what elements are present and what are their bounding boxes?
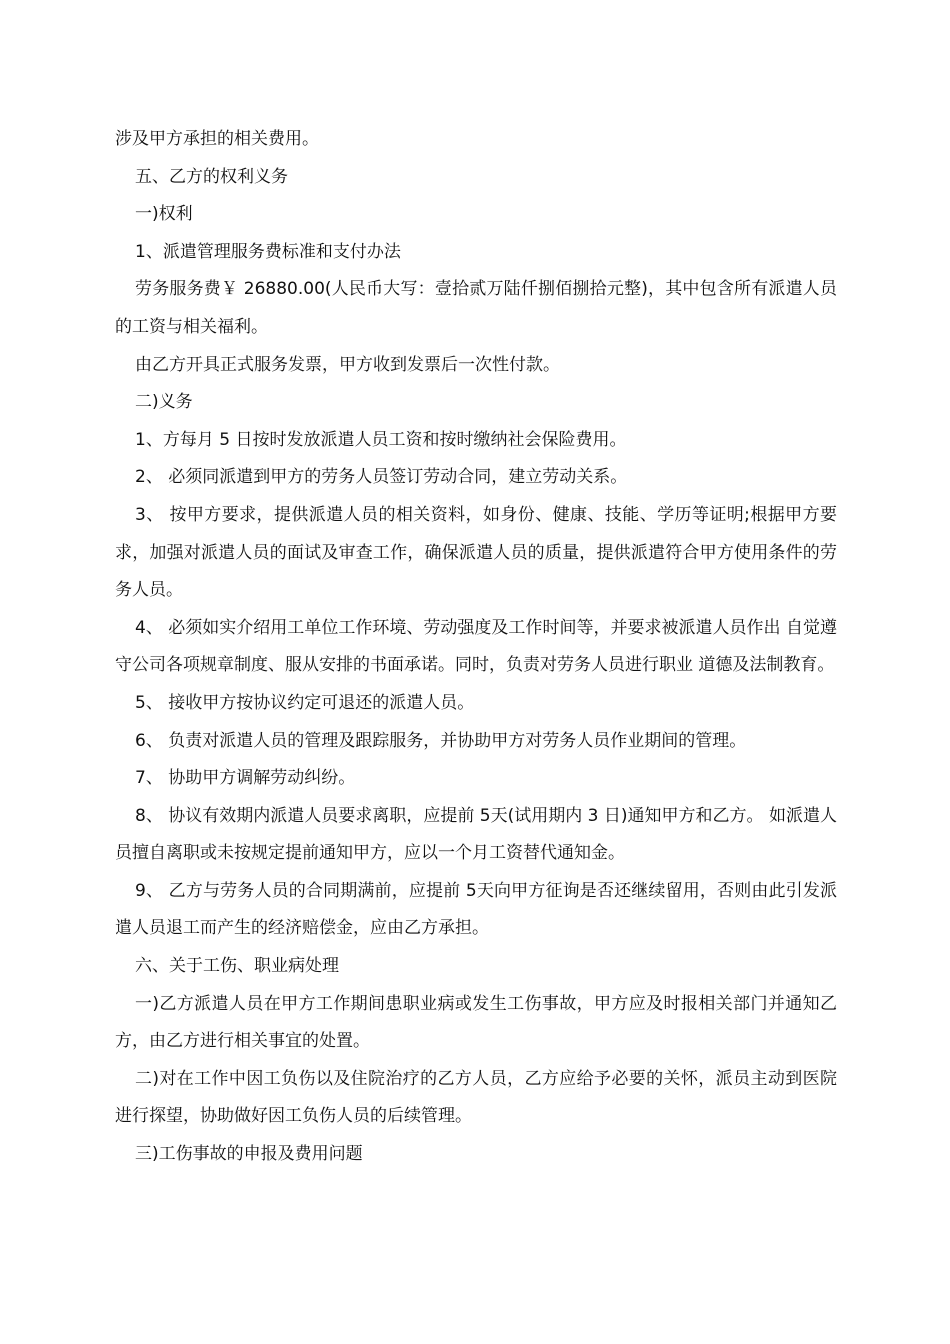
paragraph-14: 8、 协议有效期内派遣人员要求离职，应提前 5天(试用期内 3 日)通知甲方和乙方。 如派遣人员擅自离职或未按规定提前通知甲方，应以一个月工资替代通知金。: [115, 805, 837, 864]
paragraph-8: 2、 必须同派遣到甲方的劳务人员签订劳动合同，建立劳动关系。: [135, 467, 628, 488]
paragraph-7: 1、方每月 5 日按时发放派遣人员工资和按时缴纳社会保险费用。: [135, 429, 627, 450]
paragraph-10: 4、 必须如实介绍用工单位工作环境、劳动强度及工作时间等，并要求被派遣人员作出 自觉遵守公司各项规章制度、服从安排的书面承诺。同时，负责对劳务人员进行职业 道德及法制教育。: [115, 617, 837, 676]
paragraph-9: 3、 按甲方要求，提供派遣人员的相关资料，如身份、健康、技能、学历等证明;根据甲方要求，加强对派遣人员的面试及审查工作，确保派遣人员的质量，提供派遣符合甲方使用条件的劳务人员。: [115, 504, 837, 601]
paragraph-13: 7、 协助甲方调解劳动纠纷。: [135, 768, 356, 789]
paragraph-2: 一)权利: [135, 204, 193, 225]
paragraph-5: 由乙方开具正式服务发票，甲方收到发票后一次性付款。: [135, 354, 560, 375]
document-body: [115, 121, 837, 1174]
paragraph-19: 三)工伤事故的申报及费用问题: [135, 1144, 363, 1165]
paragraph-12: 6、 负责对派遣人员的管理及跟踪服务，并协助甲方对劳务人员作业期间的管理。: [135, 730, 747, 751]
paragraph-1: 五、乙方的权利义务: [135, 166, 288, 187]
paragraph-4: 劳务服务费￥ 26880.00(人民币大写：壹拾贰万陆仟捌佰捌拾元整)，其中包含所有派遣人员的工资与相关福利。: [115, 279, 837, 337]
paragraph-0: 涉及甲方承担的相关费用。: [115, 129, 319, 149]
paragraph-15: 9、 乙方与劳务人员的合同期满前，应提前 5天向甲方征询是否还继续留用，否则由此引发派遣人员退工而产生的经济赔偿金，应由乙方承担。: [115, 880, 837, 939]
paragraph-17: 一)乙方派遣人员在甲方工作期间患职业病或发生工伤事故，甲方应及时报相关部门并通知乙方，由乙方进行相关事宜的处置。: [115, 993, 837, 1052]
paragraph-6: 二)义务: [135, 392, 193, 413]
paragraph-3: 1、派遣管理服务费标准和支付办法: [135, 241, 401, 262]
paragraph-18: 二)对在工作中因工负伤以及住院治疗的乙方人员，乙方应给予必要的关怀，派员主动到医院进行探望，协助做好因工负伤人员的后续管理。: [115, 1068, 837, 1127]
paragraph-16: 六、关于工伤、职业病处理: [135, 956, 339, 977]
paragraph-11: 5、 接收甲方按协议约定可退还的派遣人员。: [135, 692, 475, 713]
